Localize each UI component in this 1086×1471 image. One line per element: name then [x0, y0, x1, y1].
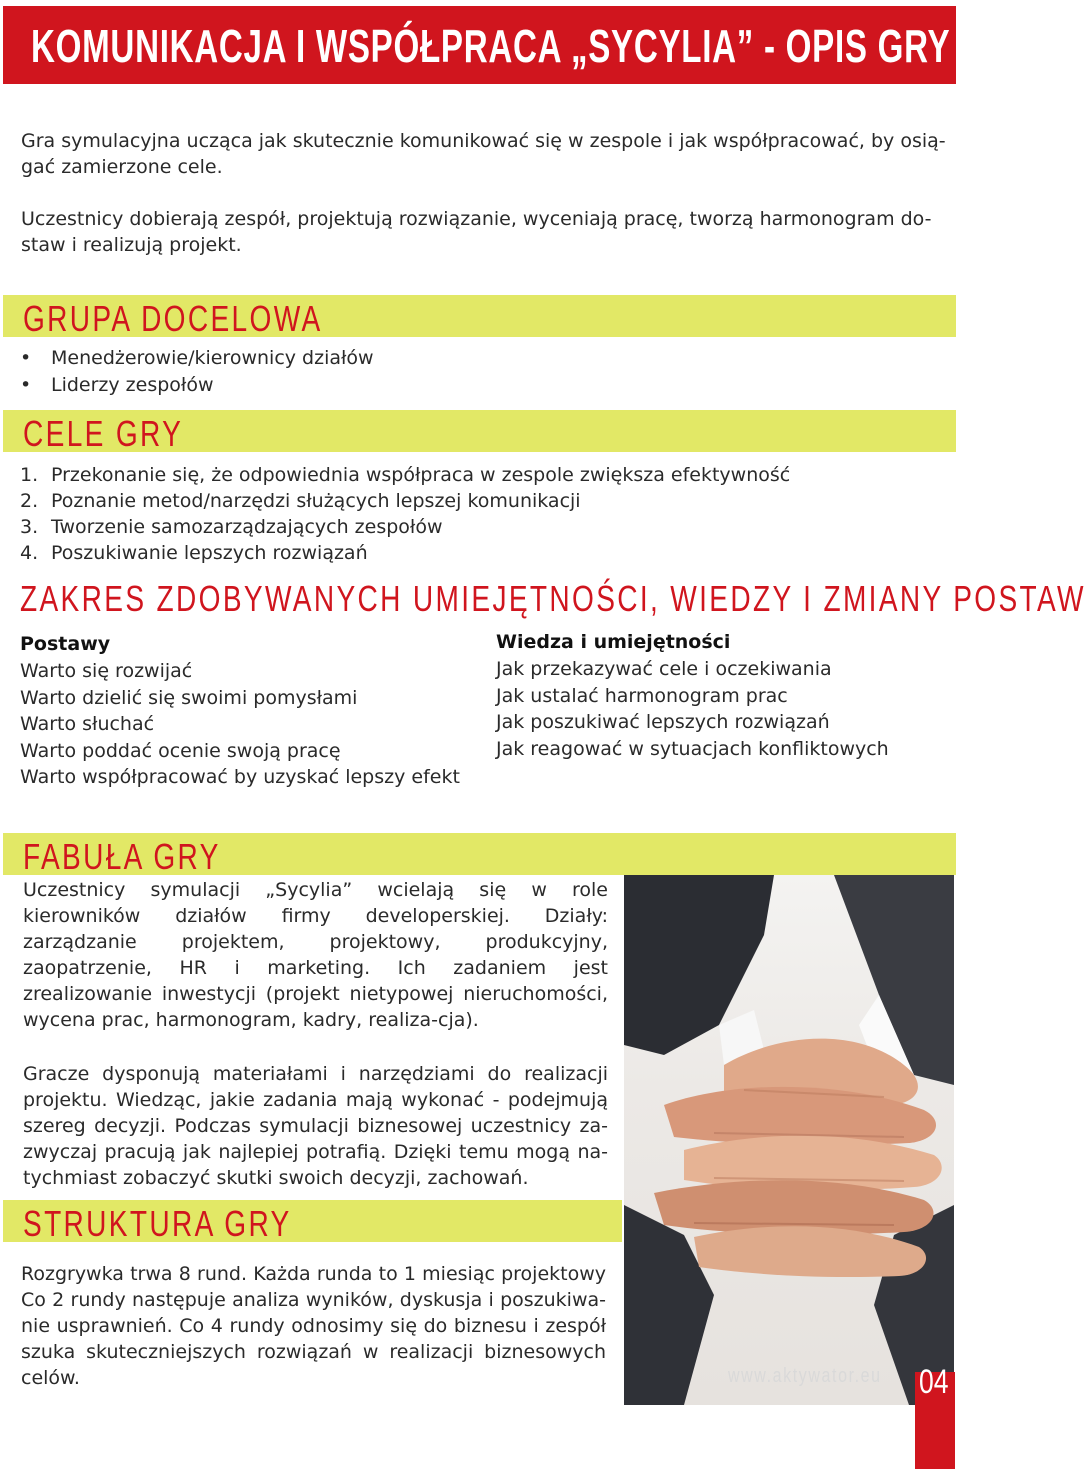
- list-item: • Liderzy zespołów: [20, 372, 374, 399]
- list-item: Jak przekazywać cele i oczekiwania: [496, 658, 832, 680]
- hands-illustration: [624, 875, 954, 1405]
- attitudes-title: Postawy: [20, 633, 111, 655]
- bullet-icon: •: [20, 374, 32, 396]
- page-title: KOMUNIKACJA I WSPÓŁPRACA „SYCYLIA” - OPIS GRY: [31, 20, 951, 72]
- target-group-band: [3, 295, 956, 337]
- bullet-icon: •: [20, 347, 32, 369]
- intro-p1-line1: Gra symulacyjna ucząca jak skutecznie komunikować się w zespole i jak współpracować, by osią-: [21, 130, 946, 152]
- list-item: Warto się rozwijać: [20, 660, 193, 682]
- list-item: 2. Poznanie metod/narzędzi służących lepszej komunikacji: [20, 490, 581, 512]
- target-group-list: [20, 345, 374, 399]
- structure-paragraph: Rozgrywka trwa 8 rund. Każda runda to 1 miesiąc projektowy Co 2 rundy następuje analiza wyników, dyskusja i poszukiwa-nie usprawnień. Co 4 rundy odnosimy się do biznesu i zespół szuka skuteczniejszych rozwiązań w realizacji biznesowych celów.: [21, 1263, 606, 1389]
- list-item: Warto słuchać: [20, 713, 155, 735]
- list-item: 1. Przekonanie się, że odpowiednia współpraca w zespole zwiększa efektywność: [20, 464, 791, 486]
- attitudes-column: [20, 631, 460, 791]
- list-item: Jak reagować w sytuacjach konfliktowych: [496, 737, 889, 760]
- list-item: • Menedżerowie/kierownicy działów: [20, 345, 374, 372]
- goals-band: [3, 410, 956, 452]
- plot-paragraph-2: Gracze dysponują materiałami i narzędziami do realizacji projektu. Wiedząc, jakie zadania mają wykonać - podejmują szereg decyzji. Podczas symulacji biznesowej uczestnicy za-zwyczaj pracują jak najlepiej potrafią. Dzięki temu mogą na-tychmiast zobaczyć skutki swoich decyzji, zachowań.: [23, 1063, 608, 1189]
- plot-heading: FABUŁA GRY: [23, 836, 221, 877]
- knowledge-title: Wiedza i umiejętności: [496, 631, 731, 653]
- intro-p1-line2: gać zamierzone cele.: [21, 156, 223, 178]
- list-item: Jak ustalać harmonogram prac: [496, 684, 788, 707]
- list-item: Warto dzielić się swoimi pomysłami: [20, 686, 358, 709]
- list-item: Jak poszukiwać lepszych rozwiązań: [496, 711, 830, 733]
- structure-band: [3, 1200, 622, 1242]
- target-group-heading: GRUPA DOCELOWA: [23, 298, 323, 339]
- website-url: www.aktywator.eu: [728, 1365, 882, 1387]
- intro-p2-line1: Uczestnicy dobierają zespół, projektują rozwiązanie, wyceniają pracę, tworzą harmonogram do-: [21, 208, 932, 230]
- plot-paragraph-1: Uczestnicy symulacji „Sycylia” wcielają się w role kierowników działów firmy developerskiej. Działy: zarządzanie projektem, projektowy, produkcyjny, zaopatrzenie, HR i marketing. Ich zadaniem jest zrealizowanie inwestycji (projekt nietypowej nieruchomości, wycena prac, harmonogram, kadry, realiza-cja).: [23, 879, 608, 1031]
- goals-list: [20, 462, 790, 566]
- list-item: 4. Poszukiwanie lepszych rozwiązań: [20, 542, 368, 564]
- structure-heading: STRUKTURA GRY: [23, 1203, 292, 1244]
- page-number: 04: [919, 1363, 949, 1401]
- knowledge-column: [496, 629, 889, 762]
- title-bar: [3, 6, 956, 84]
- intro-p2-line2: staw i realizują projekt.: [21, 234, 242, 256]
- list-item: Warto współpracować by uzyskać lepszy efekt: [20, 766, 460, 788]
- plot-band: [3, 833, 956, 875]
- hands-teamwork-photo: [624, 875, 954, 1405]
- list-item: 3. Tworzenie samozarządzających zespołów: [20, 516, 443, 538]
- scope-heading: ZAKRES ZDOBYWANYCH UMIEJĘTNOŚCI, WIEDZY I ZMIANY POSTAW: [20, 578, 1086, 619]
- goals-heading: CELE GRY: [23, 413, 184, 454]
- list-item: Warto poddać ocenie swoją pracę: [20, 739, 341, 762]
